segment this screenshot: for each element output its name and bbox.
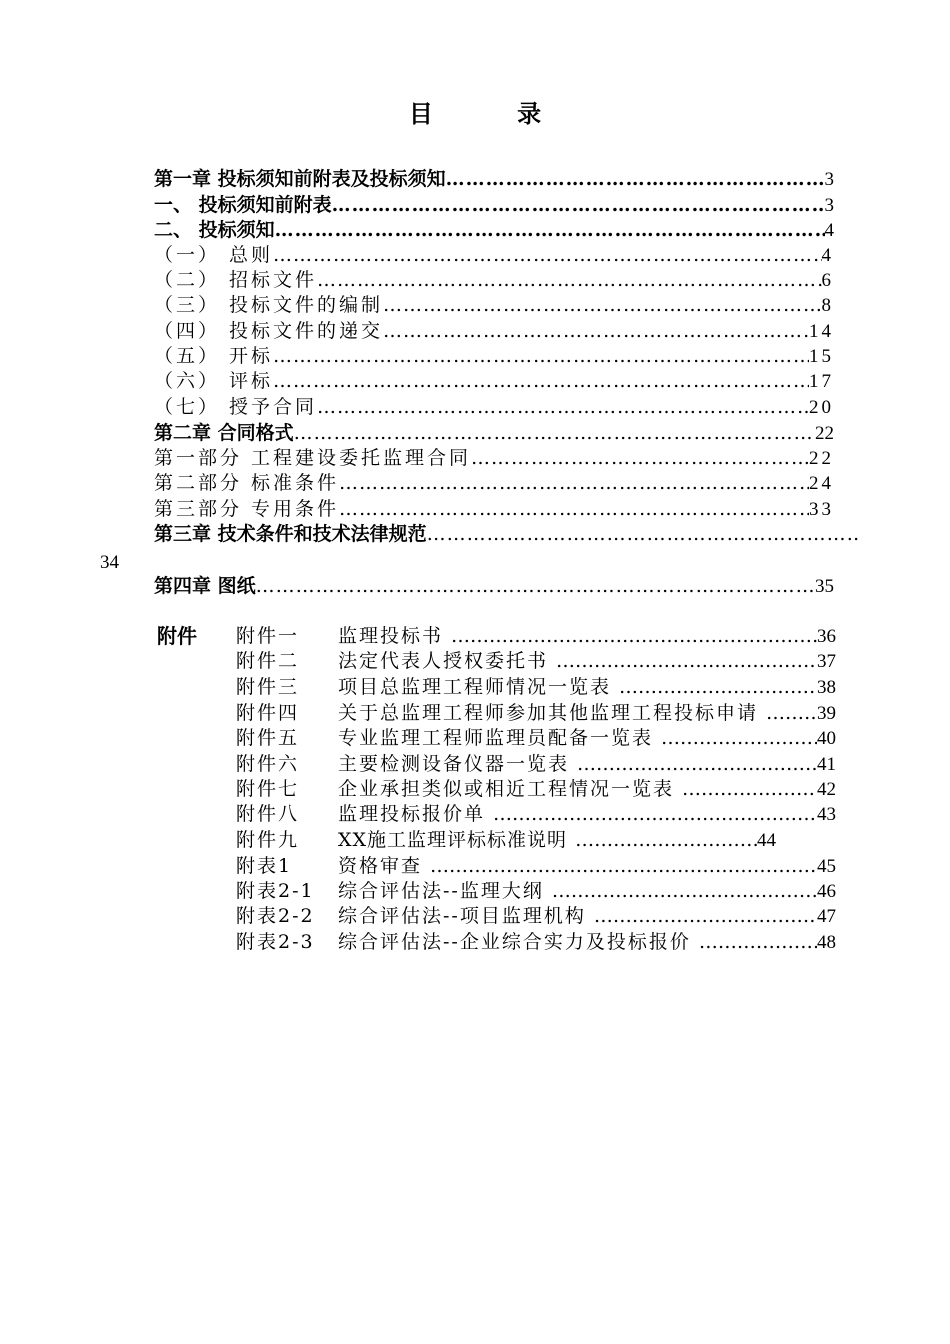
toc-entry-page: 24 xyxy=(809,473,834,494)
leader-dots xyxy=(575,828,757,853)
attachment-code: 附表2-1 xyxy=(236,880,315,902)
leader-dots xyxy=(317,395,809,420)
attachment-name: 专业监理工程师监理员配备一览表 xyxy=(338,727,654,749)
toc-entry-label: 第四章 图纸 xyxy=(154,575,256,597)
leader-dots xyxy=(682,777,817,802)
page-title: 目 录 xyxy=(408,99,580,128)
toc-entry[interactable] xyxy=(154,344,834,369)
attachment-page: 36 xyxy=(817,626,836,647)
leader-dots xyxy=(273,369,809,394)
attachment-code: 附件一 xyxy=(236,625,300,647)
toc-entry-label: 二、 投标须知 xyxy=(154,219,275,241)
toc-entry-page: 6 xyxy=(821,270,834,291)
attachment-name: 法定代表人授权委托书 xyxy=(338,650,549,672)
toc-entry-label: （一） 总则 xyxy=(154,244,274,266)
attachment-entry[interactable] xyxy=(236,701,836,726)
attachment-name: 综合评估法--项目监理机构 xyxy=(338,905,586,927)
toc-entry-label: 第一部分 工程建设委托监理合同 xyxy=(154,447,472,469)
attachment-code: 附件三 xyxy=(236,676,300,698)
attachment-page: 46 xyxy=(817,881,836,902)
toc-entry[interactable] xyxy=(154,471,834,496)
attachment-code: 附件二 xyxy=(236,650,300,672)
toc-entry-label: 第三部分 专用条件 xyxy=(154,498,340,520)
leader-dots xyxy=(471,446,809,471)
attachment-page: 40 xyxy=(817,728,836,749)
attachment-name: 企业承担类似或相近工程情况一览表 xyxy=(338,778,675,800)
attachment-entry[interactable] xyxy=(236,930,836,955)
attachment-name: 监理投标报价单 xyxy=(338,803,486,825)
toc-entry-page: 22 xyxy=(809,448,834,469)
leader-dots xyxy=(339,497,809,522)
leader-dots xyxy=(383,319,809,344)
attachment-entry[interactable] xyxy=(236,726,836,751)
attachment-name: 综合评估法--企业综合实力及投标报价 xyxy=(338,931,691,953)
attachment-page: 43 xyxy=(817,804,836,825)
attachment-entry[interactable] xyxy=(236,752,836,777)
attachment-name: 主要检测设备仪器一览表 xyxy=(338,753,570,775)
toc-entry[interactable] xyxy=(154,293,834,318)
toc-entry-page: 35 xyxy=(815,576,834,597)
toc-entry-label: 第三章 技术条件和技术法律规范 xyxy=(154,523,427,545)
leader-dots xyxy=(332,193,825,218)
attachment-entry[interactable] xyxy=(236,649,836,674)
leader-dots xyxy=(594,904,817,929)
leader-dots xyxy=(294,421,815,446)
toc-entry[interactable] xyxy=(154,167,834,192)
attachment-name: 监理投标书 xyxy=(338,625,444,647)
leader-dots xyxy=(275,218,825,243)
attachment-code: 附表2-3 xyxy=(236,931,315,953)
attachment-entry[interactable] xyxy=(236,675,836,700)
leader-dots xyxy=(383,293,821,318)
leader-dots xyxy=(273,243,821,268)
leader-dots xyxy=(493,802,817,827)
toc-entry-label: （二） 招标文件 xyxy=(154,269,318,291)
toc-entry[interactable] xyxy=(154,395,834,420)
toc-entry-page: 15 xyxy=(809,346,834,367)
attachment-page: 44 xyxy=(757,830,776,851)
attachment-code: 附件五 xyxy=(236,727,300,749)
attachments-heading: 附件 xyxy=(157,624,197,648)
toc-entry[interactable] xyxy=(154,369,834,394)
leader-dots xyxy=(273,344,809,369)
toc-entry[interactable] xyxy=(154,243,834,268)
attachment-entry[interactable] xyxy=(236,879,836,904)
toc-entry-label: 第二章 合同格式 xyxy=(154,422,294,444)
leader-dots xyxy=(556,649,817,674)
toc-entry-label: （三） 投标文件的编制 xyxy=(154,294,384,316)
attachment-entry[interactable] xyxy=(236,777,836,802)
toc-entry-page: 8 xyxy=(821,295,834,316)
toc-entry-page: 4 xyxy=(824,220,834,241)
toc-entry-page: 22 xyxy=(815,423,834,444)
attachment-code: 附件六 xyxy=(236,753,300,775)
toc-entry-label: （六） 评标 xyxy=(154,370,274,392)
leader-dots xyxy=(427,522,859,547)
toc-entry-page: 4 xyxy=(821,245,834,266)
toc-entry-label: 第一章 投标须知前附表及投标须知 xyxy=(154,168,446,190)
toc-entry-page: 17 xyxy=(809,371,834,392)
leader-dots xyxy=(446,167,825,192)
toc-entry-label: 一、 投标须知前附表 xyxy=(154,194,332,216)
toc-entry[interactable] xyxy=(154,497,834,522)
toc-entry[interactable] xyxy=(154,421,834,446)
attachment-page: 39 xyxy=(817,703,836,724)
leader-dots xyxy=(699,930,817,955)
leader-dots xyxy=(256,574,815,599)
attachment-code: 附件八 xyxy=(236,803,300,825)
leader-dots xyxy=(451,624,817,649)
toc-entry[interactable] xyxy=(154,522,859,547)
attachment-entry[interactable] xyxy=(236,802,836,827)
toc-entry-page: 14 xyxy=(809,321,834,342)
leader-dots xyxy=(552,879,817,904)
leader-dots xyxy=(577,752,817,777)
toc-entry[interactable] xyxy=(154,319,834,344)
attachment-entry[interactable] xyxy=(236,904,836,929)
leader-dots xyxy=(619,675,817,700)
attachment-page: 45 xyxy=(817,856,836,877)
attachment-code: 附表2-2 xyxy=(236,905,315,927)
attachment-name: 关于总监理工程师参加其他监理工程投标申请 xyxy=(338,702,759,724)
attachment-page: 42 xyxy=(817,779,836,800)
attachment-code: 附表1 xyxy=(236,855,293,877)
attachment-page: 38 xyxy=(817,677,836,698)
toc-entry-page: 3 xyxy=(824,195,834,216)
attachment-name: 资格审查 xyxy=(338,855,423,877)
toc-entry-page: 33 xyxy=(809,499,834,520)
attachment-entry[interactable] xyxy=(236,624,836,649)
leader-dots xyxy=(766,701,817,726)
leader-dots xyxy=(661,726,817,751)
toc-entry-label: （五） 开标 xyxy=(154,345,274,367)
leader-dots xyxy=(317,268,821,293)
attachment-page: 48 xyxy=(817,932,836,953)
toc-entry[interactable] xyxy=(154,218,834,243)
attachment-page: 37 xyxy=(817,651,836,672)
attachment-name: 综合评估法--监理大纲 xyxy=(338,880,544,902)
leader-dots xyxy=(339,471,809,496)
toc-entry[interactable] xyxy=(154,193,834,218)
toc-entry-label: 第二部分 标准条件 xyxy=(154,472,340,494)
attachment-page: 47 xyxy=(817,906,836,927)
toc-entry[interactable] xyxy=(154,574,834,599)
attachment-entry[interactable] xyxy=(236,854,836,879)
attachment-code: 附件七 xyxy=(236,778,300,800)
toc-entry-page: 20 xyxy=(809,397,834,418)
orphan-page-number: 34 xyxy=(100,552,119,573)
attachment-entry[interactable] xyxy=(236,828,776,853)
leader-dots xyxy=(430,854,817,879)
attachment-name: XX施工监理评标标准说明 xyxy=(338,829,568,851)
toc-entry-label: （四） 投标文件的递交 xyxy=(154,320,384,342)
toc-entry[interactable] xyxy=(154,268,834,293)
toc-entry-page: 3 xyxy=(824,169,834,190)
attachment-code: 附件九 xyxy=(236,829,300,851)
toc-entry[interactable] xyxy=(154,446,834,471)
attachment-name: 项目总监理工程师情况一览表 xyxy=(338,676,612,698)
attachment-page: 41 xyxy=(817,754,836,775)
toc-entry-label: （七） 授予合同 xyxy=(154,396,318,418)
attachment-code: 附件四 xyxy=(236,702,300,724)
